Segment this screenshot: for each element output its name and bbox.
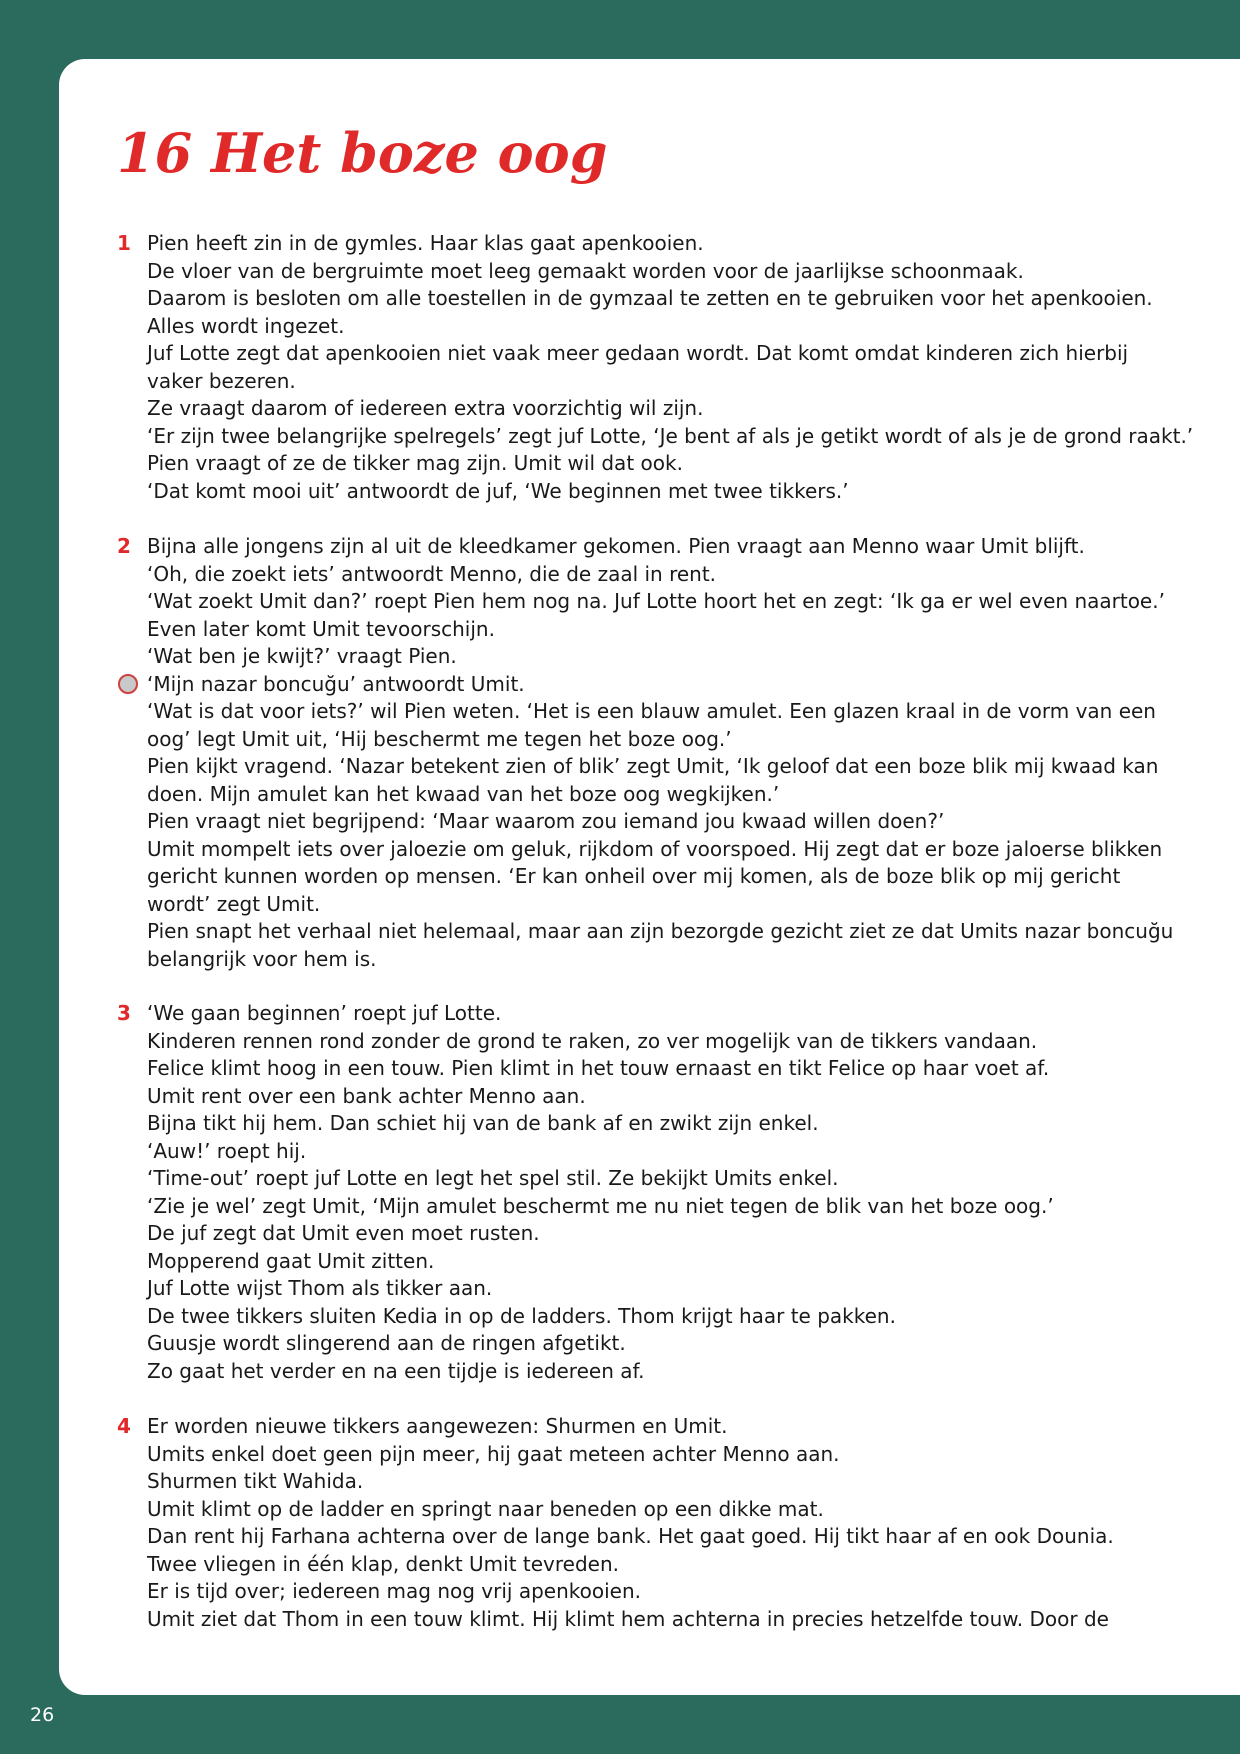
text-line: Juf Lotte wijst Thom als tikker aan. (147, 1276, 493, 1300)
text-line: Umit mompelt iets over jaloezie om geluk, rijkdom of voorspoed. Hij zegt dat er boze jaloerse blikken (147, 836, 1163, 861)
text-line: vaker bezeren. (147, 368, 296, 393)
text-line: Pien kijkt vragend. ‘Nazar betekent zien of blik’ zegt Umit, ‘Ik geloof dat een boze blik mij kwaad kan (147, 754, 1159, 778)
text-line: Shurmen tikt Wahida. (147, 1469, 364, 1493)
text-line: Pien snapt het verhaal niet helemaal, maar aan zijn bezorgde gezicht ziet ze dat Umits nazar boncuğu (147, 919, 1174, 943)
text-line: ‘Wat zoekt Umit dan?’ roept Pien hem nog na. Juf Lotte hoort het en zegt: ‘Ik ga er wel even naartoe.’ (147, 589, 1165, 613)
section-number: 3 (117, 1001, 131, 1025)
section-number: 2 (117, 534, 131, 558)
text-line: De twee tikkers sluiten Kedia in op de ladders. Thom krijgt haar te pakken. (147, 1303, 896, 1328)
text-line: ‘Wat ben je kwijt?’ vraagt Pien. (147, 644, 457, 668)
text-line: ‘Wat is dat voor iets?’ wil Pien weten. ‘Het is een blauw amulet. Een glazen kraal in de vorm van een (147, 699, 1156, 723)
section-text (147, 230, 1194, 505)
text-line: ‘Oh, die zoekt iets’ antwoordt Menno, die de zaal in rent. (147, 561, 717, 586)
text-line: Umit klimt op de ladder en springt naar beneden op een dikke mat. (147, 1496, 824, 1521)
text-line: Pien vraagt of ze de tikker mag zijn. Umit wil dat ook. (147, 451, 683, 475)
text-line: Pien vraagt niet begrijpend: ‘Maar waarom zou iemand jou kwaad willen doen?’ (147, 809, 945, 833)
text-line: Even later komt Umit tevoorschijn. (147, 616, 495, 641)
text-line: De vloer van de bergruimte moet leeg gemaakt worden voor de jaarlijkse schoonmaak. (147, 258, 1024, 283)
text-line: Zo gaat het verder en na een tijdje is iedereen af. (147, 1358, 645, 1383)
text-line: ‘Zie je wel’ zegt Umit, ‘Mijn amulet beschermt me nu niet tegen de blik van het boze oog.’ (147, 1193, 1054, 1218)
page-number: 26 (30, 1704, 55, 1726)
text-line: Er worden nieuwe tikkers aangewezen: Shurmen en Umit. (147, 1414, 728, 1438)
text-line: ‘We gaan beginnen’ roept juf Lotte. (147, 1001, 502, 1025)
text-line: Dan rent hij Farhana achterna over de lange bank. Het gaat goed. Hij tikt haar af en ook Dounia. (147, 1524, 1114, 1548)
text-line: Umit rent over een bank achter Menno aan. (147, 1083, 586, 1108)
text-line: wordt’ zegt Umit. (147, 891, 321, 916)
text-line: Umit ziet dat Thom in een touw klimt. Hij klimt hem achterna in precies hetzelfde touw. Door de (147, 1606, 1109, 1631)
text-line: Bijna tikt hij hem. Dan schiet hij van de bank af en zwikt zijn enkel. (147, 1111, 819, 1135)
text-line: ‘Dat komt mooi uit’ antwoordt de juf, ‘We beginnen met twee tikkers.’ (147, 478, 849, 503)
text-line: ‘Er zijn twee belangrijke spelregels’ zegt juf Lotte, ‘Je bent af als je getikt wordt of als je de grond raakt.’ (147, 423, 1194, 448)
text-line: Alles wordt ingezet. (147, 313, 345, 338)
section-text (147, 533, 1187, 973)
text-line: ‘Mijn nazar boncuğu’ antwoordt Umit. (147, 671, 525, 696)
section-number: 1 (117, 231, 131, 255)
text-line: Daarom is besloten om alle toestellen in de gymzaal te zetten en te gebruiken voor het apenkooien. (147, 286, 1153, 310)
text-line: gericht kunnen worden op mensen. ‘Er kan onheil over mij komen, als de boze blik op mij gericht (147, 864, 1121, 888)
text-line: ‘Auw!’ roept hij. (147, 1138, 307, 1163)
text-line: Pien heeft zin in de gymles. Haar klas gaat apenkooien. (147, 231, 704, 255)
text-line: Er is tijd over; iedereen mag nog vrij apenkooien. (147, 1579, 641, 1603)
text-line: Mopperend gaat Umit zitten. (147, 1248, 435, 1273)
section-text (147, 1413, 1187, 1633)
section-number: 4 (117, 1414, 131, 1438)
text-line: Twee vliegen in één klap, denkt Umit tevreden. (147, 1551, 619, 1576)
text-line: doen. Mijn amulet kan het kwaad van het boze oog wegkijken.’ (147, 781, 780, 806)
circle-marker-icon[interactable] (118, 674, 138, 694)
text-line: ‘Time-out’ roept juf Lotte en legt het spel stil. Ze bekijkt Umits enkel. (147, 1166, 839, 1190)
text-line: Juf Lotte zegt dat apenkooien niet vaak meer gedaan wordt. Dat komt omdat kinderen zich hierbij (147, 341, 1129, 365)
page-title: 16 Het boze oog (117, 121, 608, 185)
text-line: Ze vraagt daarom of iedereen extra voorzichtig wil zijn. (147, 396, 704, 420)
text-line: Umits enkel doet geen pijn meer, hij gaat meteen achter Menno aan. (147, 1441, 840, 1466)
text-line: Kinderen rennen rond zonder de grond te raken, zo ver mogelijk van de tikkers vandaan. (147, 1028, 1038, 1053)
text-line: De juf zegt dat Umit even moet rusten. (147, 1221, 540, 1245)
text-line: Guusje wordt slingerend aan de ringen afgetikt. (147, 1331, 626, 1355)
text-line: Felice klimt hoog in een touw. Pien klimt in het touw ernaast en tikt Felice op haar voet af. (147, 1056, 1050, 1080)
text-line: belangrijk voor hem is. (147, 946, 377, 971)
text-line: oog’ legt Umit uit, ‘Hij beschermt me tegen het boze oog.’ (147, 726, 732, 751)
section-text (147, 1000, 1187, 1385)
text-line: Bijna alle jongens zijn al uit de kleedkamer gekomen. Pien vraagt aan Menno waar Umit blijft. (147, 534, 1085, 558)
